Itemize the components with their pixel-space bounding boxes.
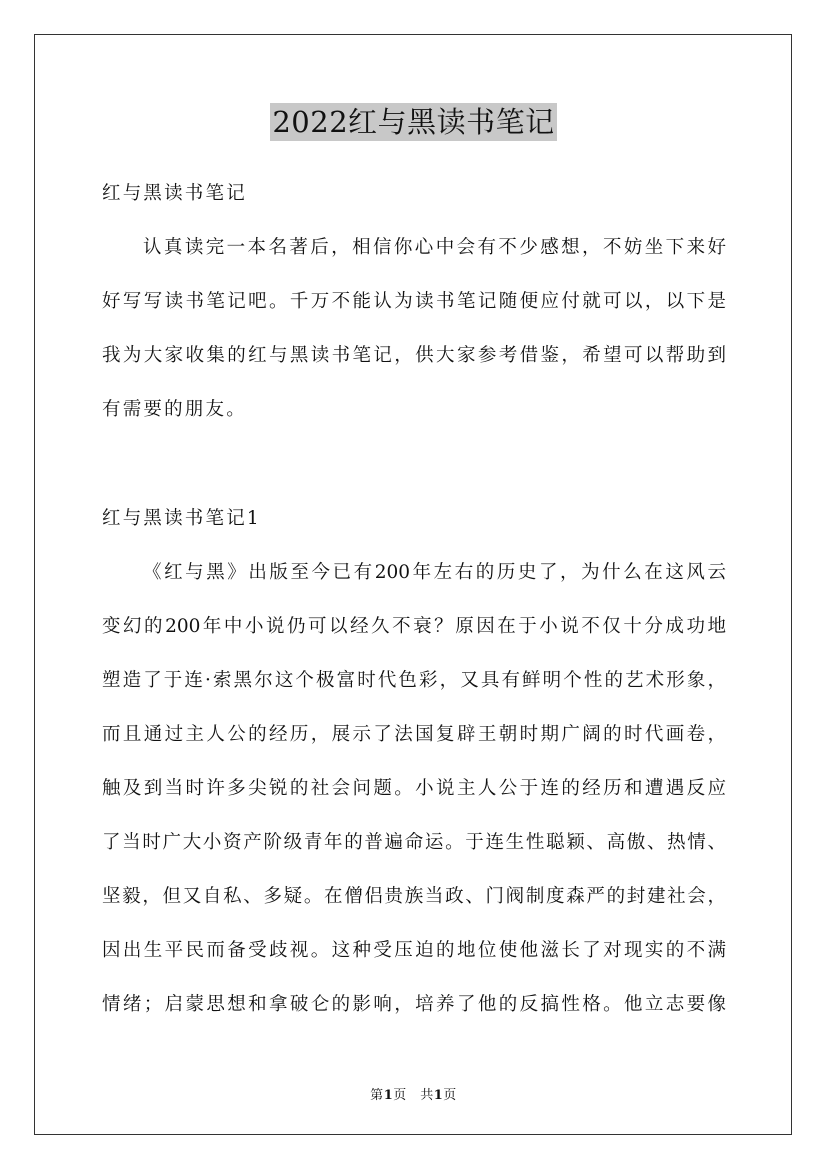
page-footer bbox=[0, 1084, 827, 1103]
page-total: 1 bbox=[433, 1088, 444, 1103]
section1-line-5: 触及到当时许多尖锐的社会问题。小说主人公于连的经历和遭遇反应 bbox=[102, 778, 726, 799]
title-container bbox=[0, 103, 827, 141]
page-prefix: 第 bbox=[370, 1088, 384, 1103]
page-suffix: 页 bbox=[443, 1088, 457, 1103]
intro-line-4: 有需要的朋友。 bbox=[102, 399, 247, 420]
intro-line-3: 我为大家收集的红与黑读书笔记，供大家参考借鉴，希望可以帮助到 bbox=[102, 345, 726, 366]
section1-line-4: 而且通过主人公的经历，展示了法国复辟王朝时期广阔的时代画卷， bbox=[102, 724, 726, 745]
page-mid: 页 共 bbox=[393, 1088, 434, 1103]
section1-line-2: 变幻的200年中小说仍可以经久不衰？原因在于小说不仅十分成功地 bbox=[102, 616, 726, 637]
page-current: 1 bbox=[383, 1088, 394, 1103]
section1-line-7: 坚毅，但又自私、多疑。在僧侣贵族当政、门阀制度森严的封建社会， bbox=[102, 886, 726, 907]
subtitle: 红与黑读书笔记 bbox=[102, 183, 247, 204]
section1-line-9: 情绪；启蒙思想和拿破仑的影响，培养了他的反搞性格。他立志要像 bbox=[102, 994, 726, 1015]
intro-line-2: 好写写读书笔记吧。千万不能认为读书笔记随便应付就可以，以下是 bbox=[102, 291, 726, 312]
intro-line-1: 认真读完一本名著后，相信你心中会有不少感想，不妨坐下来好 bbox=[143, 237, 726, 258]
section1-line-8: 因出生平民而备受歧视。这种受压迫的地位使他滋长了对现实的不满 bbox=[102, 940, 726, 961]
section1-line-3: 塑造了于连·索黑尔这个极富时代色彩，又具有鲜明个性的艺术形象， bbox=[102, 670, 726, 691]
section-heading-1: 红与黑读书笔记1 bbox=[102, 508, 261, 529]
section1-line-1: 《红与黑》出版至今已有200年左右的历史了，为什么在这风云 bbox=[143, 562, 726, 583]
document-title: 2022红与黑读书笔记 bbox=[272, 105, 555, 139]
section1-line-6: 了当时广大小资产阶级青年的普遍命运。于连生性聪颖、高傲、热情、 bbox=[102, 832, 726, 853]
